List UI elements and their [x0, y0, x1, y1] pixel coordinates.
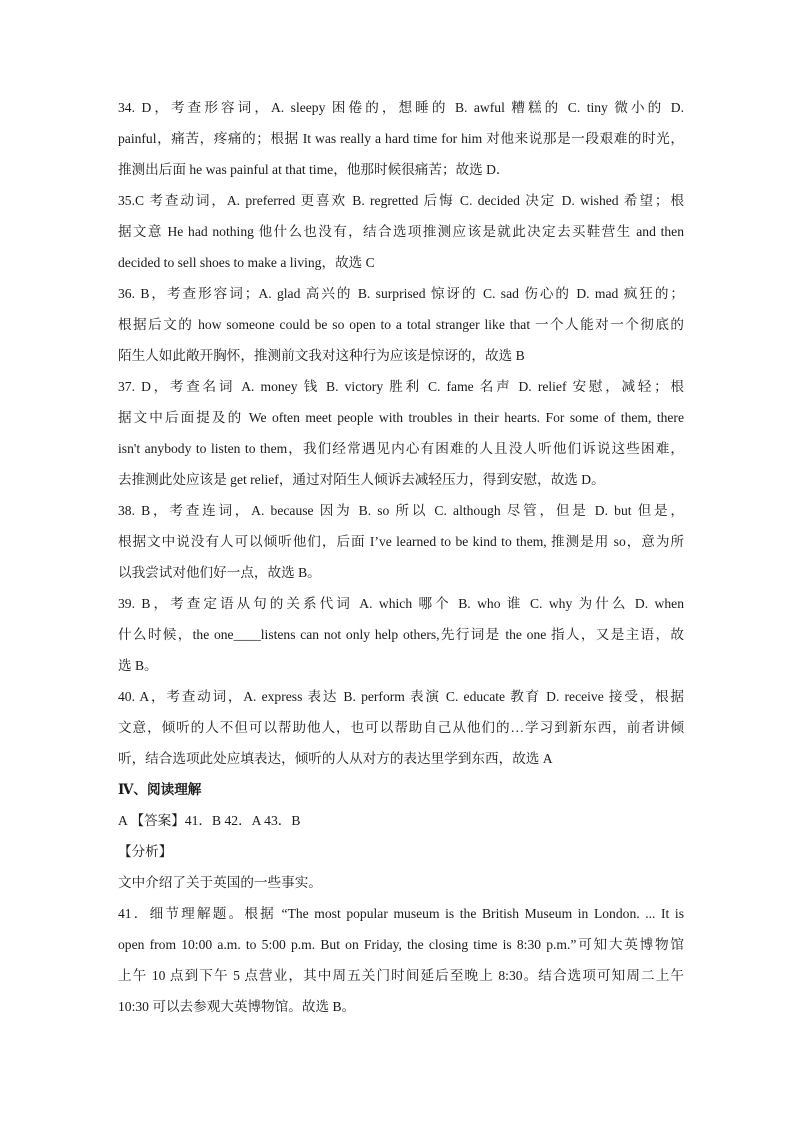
text-line: 41．细节理解题。根据 “The most popular museum is the British Museum in London. ... It is [118, 906, 684, 921]
text-line: open from 10:00 a.m. to 5:00 p.m. But on Friday, the closing time is 8:30 p.m.”可知大英博物馆 [118, 937, 684, 952]
text-line: 37. D，考查名词 A. money 钱 B. victory 胜利 C. fame 名声 D. relief 安慰，减轻；根 [118, 379, 684, 394]
text-line: 据文中后面提及的 We often meet people with troubles in their hearts. For some of them, there [118, 410, 684, 425]
text-line: A 【答案】41．B 42．A 43．B [118, 813, 301, 828]
text-line: 39. B，考查定语从句的关系代词 A. which 哪个 B. who 谁 C. why 为什么 D. when [118, 596, 684, 611]
text-line: 陌生人如此敞开胸怀，推测前文我对这种行为应该是惊讶的，故选 B [118, 348, 525, 363]
text-line: decided to sell shoes to make a living，故选 C [118, 255, 375, 270]
text-line: 以我尝试对他们好一点，故选 B。 [118, 565, 321, 580]
text-line: 40. A，考查动词，A. express 表达 B. perform 表演 C. educate 教育 D. receive 接受，根据 [118, 689, 684, 704]
document-page [118, 92, 684, 1022]
section-heading: Ⅳ、阅读理解 [118, 782, 202, 797]
text-line: 10:30 可以去参观大英博物馆。故选 B。 [118, 999, 356, 1014]
text-line: 36. B，考查形容词；A. glad 高兴的 B. surprised 惊讶的 C. sad 伤心的 D. mad 疯狂的； [118, 286, 684, 301]
text-line: 推测出后面 he was painful at that time，他那时候很痛苦；故选 D． [118, 162, 510, 177]
text-line: 38. B，考查连词，A. because 因为 B. so 所以 C. although 尽管，但是 D. but 但是， [118, 503, 684, 518]
text-line: 根据文中说没有人可以倾听他们，后面 I’ve learned to be kind to them, 推测是用 so，意为所 [118, 534, 684, 549]
text-line: 【分析】 [118, 844, 173, 859]
text-line: 根据后文的 how someone could be so open to a total stranger like that 一个人能对一个彻底的 [118, 317, 684, 332]
text-line: 听，结合选项此处应填表达，倾听的人从对方的表达里学到东西，故选 A [118, 751, 553, 766]
text-line: isn't anybody to listen to them，我们经常遇见内心有困难的人且没人听他们诉说这些困难， [118, 441, 684, 456]
text-line: 文意，倾听的人不但可以帮助他人，也可以帮助自己从他们的…学习到新东西，前者讲倾 [118, 720, 684, 735]
text-line: 上午 10 点到下午 5 点营业，其中周五关门时间延后至晚上 8:30。结合选项可知周二上午 [118, 968, 684, 983]
text-line: 34. D，考查形容词，A. sleepy 困倦的，想睡的 B. awful 糟糕的 C. tiny 微小的 D. [118, 100, 684, 115]
text-line: 选 B。 [118, 658, 158, 673]
text-line: 什么时候，the one____listens can not only help others,先行词是 the one 指人，又是主语，故 [118, 627, 684, 642]
text-line: 去推测此处应该是 get relief，通过对陌生人倾诉去减轻压力，得到安慰，故选 D。 [118, 472, 605, 487]
text-line: 据文意 He had nothing 他什么也没有，结合选项推测应该是就此决定去买鞋营生 and then [118, 224, 684, 239]
text-line: 35.C 考查动词，A. preferred 更喜欢 B. regretted 后悔 C. decided 决定 D. wished 希望；根 [118, 193, 684, 208]
text-line: painful，痛苦，疼痛的；根据 It was really a hard time for him 对他来说那是一段艰难的时光， [118, 131, 684, 146]
text-line: 文中介绍了关于英国的一些事实。 [118, 875, 322, 890]
